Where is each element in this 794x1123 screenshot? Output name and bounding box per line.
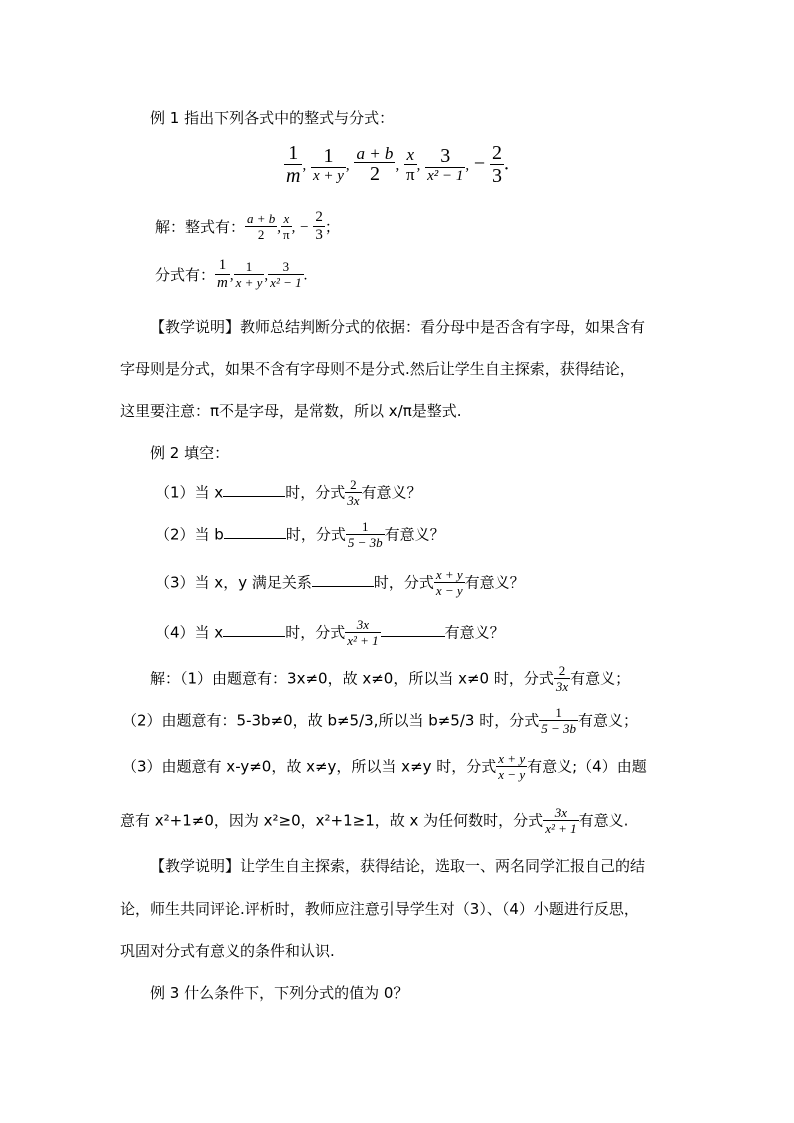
teaching-note-line: 字母则是分式，如果不含有字母则不是分式.然后让学生自主探索，获得结论， [120,360,635,378]
ex2-title: 例 2 填空： [150,444,230,462]
ex1-title: 例 1 指出下列各式中的整式与分式： [150,109,395,127]
fraction: $\frac{1}{5 - 3b}$ [541,705,576,736]
answer-blank[interactable] [223,482,285,497]
teaching-note-line: 论，师生共同评论.评析时，教师应注意引导学生对（3）、（4）小题进行反思， [120,900,639,918]
fraction: $\frac{x}{\pi}$ [283,211,290,242]
teaching-note-line: 【教学说明】让学生自主探索，获得结论，选取一、两名同学汇报自己的结 [150,857,646,875]
fraction: $\frac{3}{\text{x² − 1}}$ [427,144,464,184]
ex1-expression-list: $\frac{1}{m}$ , $\frac{1}{x + y}$ , $\frac{a + b}{2}$ , $\frac{x}{\pi}$ , $\frac{3}{\text{x² − 1}}$ , − $\frac{2}{3}$ . [286,142,509,187]
teaching-note-line: 巩固对分式有意义的条件和认识. [120,942,335,960]
fraction: $\frac{3}{\text{x² − 1}}$ [270,259,302,290]
ex2-item: （2）当 b 时，分式 $\frac{1}{5 - 3b}$ 有意义？ [155,519,445,550]
ex2-solution-line: （3）由题意有 x-y≠0，故 x≠y，所以当 x≠y 时，分式 $\frac{x + y}{x - y}$ 有意义;（4）由题 [122,751,647,782]
fraction: $\frac{1}{m}$ [217,257,228,291]
fraction: $\frac{1}{x + y}$ [235,259,263,290]
answer-blank[interactable] [381,622,445,637]
fraction: $\frac{a + b}{2}$ [247,211,276,242]
teaching-note-line: 【教学说明】教师总结判断分式的依据：看分母中是否含有字母，如果含有 [150,318,646,336]
fraction: $\frac{a + b}{2}$ [356,143,394,186]
fraction: $\frac{3x}{\text{x² + 1}}$ [545,805,577,836]
answer-blank[interactable] [224,524,286,539]
ex2-item: （4）当 x 时，分式 $\frac{3x}{\text{x² + 1}}$ 有意义？ [155,617,505,648]
ex2-item: （3）当 x，y 满足关系 时，分式 $\frac{x + y}{x - y}$ 有意义？ [155,567,525,598]
fraction: $\frac{2}{3}$ [491,142,502,187]
fraction: $\frac{2}{3x}$ [347,477,360,508]
fraction: $\frac{x}{\pi}$ [405,145,415,184]
fraction: $\frac{1}{m}$ [286,142,301,187]
fraction: $\frac{1}{x + y}$ [312,144,344,184]
teaching-note-line: 这里要注意：π不是字母，是常数，所以 x/π是整式. [120,402,462,420]
fraction: $\frac{x + y}{x - y}$ [498,751,526,782]
ex2-solution-line: 意有 x²+1≠0，因为 x²≥0，x²+1≥1，故 x 为任何数时，分式 $\frac{3x}{\text{x² + 1}}$ 有意义. [120,805,629,836]
fraction: $\frac{2}{3}$ [315,209,323,243]
ex1-solution-fractional: 分式有： $\frac{1}{m}$ , $\frac{1}{x + y}$ , $\frac{3}{\text{x² − 1}}$ . [155,257,308,291]
ex2-solution-line: 解：（1）由题意有：3x≠0，故 x≠0，所以当 x≠0 时，分式 $\frac{2}{3x}$ 有意义； [150,663,631,694]
fraction: $\frac{3x}{\text{x² + 1}}$ [347,617,379,648]
ex1-solution-integral: 解：整式有： $\frac{a + b}{2}$ , $\frac{x}{\pi}$ , − $\frac{2}{3}$ ； [155,209,340,243]
fraction: $\frac{1}{5 - 3b}$ [347,519,383,550]
ex3-title: 例 3 什么条件下，下列分式的值为 0？ [150,984,409,1002]
ex2-item: （1）当 x 时，分式 $\frac{2}{3x}$ 有意义？ [155,477,422,508]
fraction: $\frac{2}{3x}$ [555,663,569,694]
answer-blank[interactable] [223,622,285,637]
answer-blank[interactable] [312,572,374,587]
fraction: $\frac{x + y}{x - y}$ [435,567,463,598]
ex2-solution-line: （2）由题意有：5-3b≠0，故 b≠5/3,所以当 b≠5/3 时，分式 $\frac{1}{5 - 3b}$ 有意义； [122,705,639,736]
